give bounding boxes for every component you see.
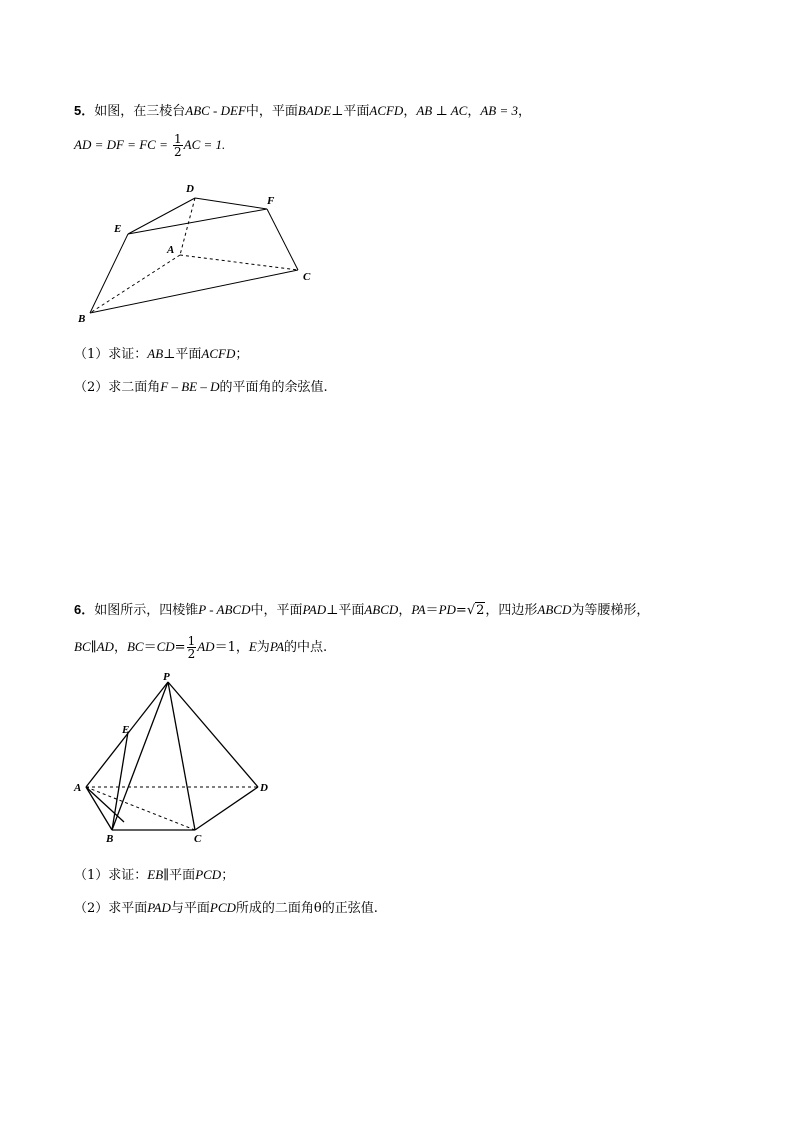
problem5-question1: （1）求证：AB⊥平面ACFD； — [74, 346, 249, 362]
label-D: D — [186, 183, 194, 195]
sqrt-2: √2 — [466, 603, 485, 618]
problem6-pyramid-figure — [70, 670, 280, 850]
label-D: D — [260, 782, 268, 794]
label-C: C — [303, 271, 311, 283]
problem6-number: 6． — [74, 602, 95, 617]
edge-FC — [267, 209, 298, 270]
edge-PC — [168, 682, 195, 830]
edge-PB — [112, 682, 168, 830]
label-A: A — [74, 782, 82, 794]
edge-DA — [180, 198, 195, 255]
problem5-question2: （2）求二面角F – BE – D的平面角的余弦值. — [74, 379, 328, 395]
edge-EF — [128, 209, 267, 234]
problem5-statement-line1: 5．如图，在三棱台ABC - DEF中，平面BADE⊥平面ACFD，AB ⊥ AC，AB = 3， — [74, 103, 532, 119]
label-E: E — [122, 724, 130, 736]
problem6-statement-line1: 6．如图所示，四棱锥P - ABCD中，平面PAD⊥平面ABCD，PA＝PD=√2，四边形ABCD为等腰梯形， — [74, 602, 650, 618]
label-B: B — [78, 313, 86, 325]
problem6-question1: （1）求证：EB∥平面PCD； — [74, 867, 235, 883]
edge-BC — [90, 270, 298, 313]
label-B: B — [106, 833, 114, 845]
fraction-one-half: $\frac{1}{2}$ — [173, 132, 182, 159]
problem6-question2: （2）求平面PAD与平面PCD所成的二面角θ的正弦值. — [74, 900, 378, 916]
label-F: F — [267, 195, 275, 207]
problem5-statement-line2: AD = DF = FC = $\frac{1}{2}$ AC = 1. — [74, 132, 226, 159]
problem5-number: 5． — [74, 103, 95, 118]
problem5-frustum-figure — [70, 180, 330, 330]
label-C: C — [194, 833, 202, 845]
label-E: E — [114, 223, 122, 235]
fraction-one-half: $\frac{1}{2}$ — [187, 634, 196, 661]
edge-EB — [112, 732, 128, 830]
edge-AC — [180, 255, 298, 270]
problem6-statement-line2: BC∥AD，BC＝CD= $\frac{1}{2}$ AD＝1，E为PA的中点. — [74, 634, 328, 661]
edge-AB — [86, 787, 112, 830]
edge-PD — [168, 682, 258, 787]
edge-CD — [195, 787, 258, 830]
label-P: P — [163, 671, 170, 683]
edge-AC — [86, 787, 195, 830]
edge-ED — [128, 198, 195, 234]
edge-DF — [195, 198, 267, 209]
label-A: A — [167, 244, 175, 256]
